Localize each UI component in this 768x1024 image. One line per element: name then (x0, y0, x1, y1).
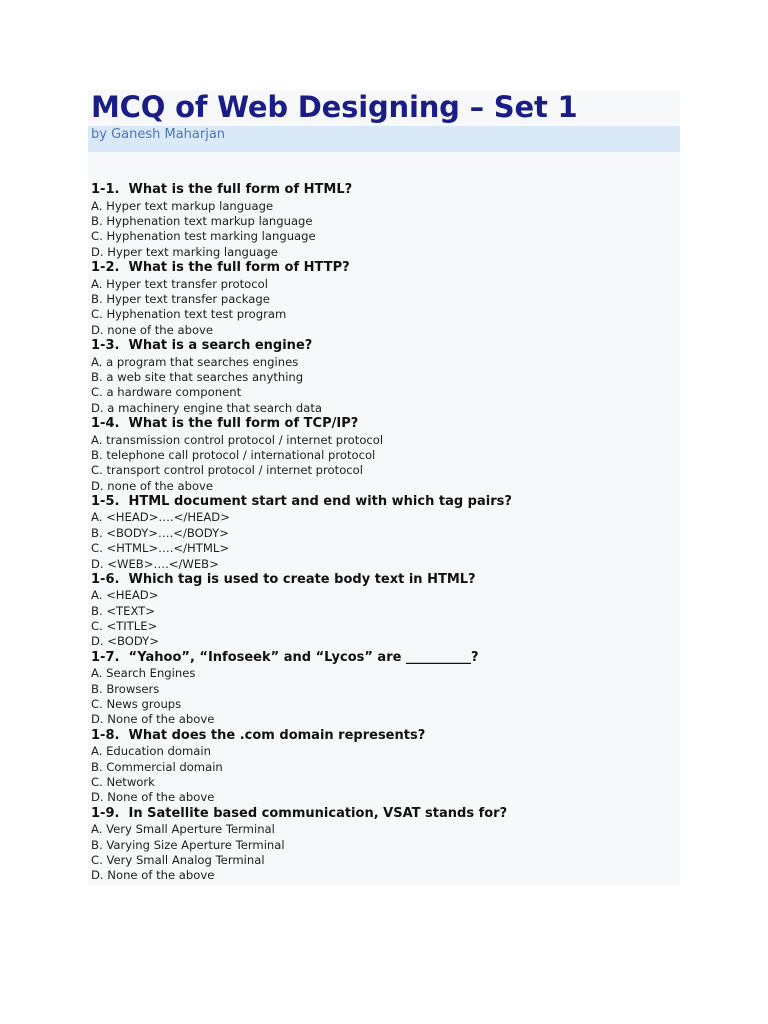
option-d: D. <BODY> (91, 634, 159, 649)
question-number: 1-2. (91, 259, 120, 275)
question-text: What is the full form of HTTP? (128, 259, 350, 275)
option-c: C. Very Small Analog Terminal (91, 853, 265, 868)
question-heading (91, 416, 676, 433)
option-a: A. Hyper text markup language (91, 198, 274, 213)
question-list (91, 182, 676, 884)
question-4 (91, 416, 676, 494)
question-heading (91, 572, 676, 589)
question-1 (91, 182, 676, 260)
question-5 (91, 494, 676, 572)
question-text: What is a search engine? (128, 337, 313, 353)
option-b: B. Hyphenation text markup language (91, 213, 313, 228)
question-number: 1-1. (91, 182, 120, 197)
question-number: 1-8. (91, 727, 120, 743)
option-c: C. <HTML>….</HTML> (91, 541, 230, 556)
option-a: A. <HEAD>….</HEAD> (91, 510, 230, 525)
option-c: C. transport control protocol / internet protocol (91, 463, 363, 478)
question-8 (91, 728, 676, 806)
option-b: B. <TEXT> (91, 603, 155, 618)
question-7 (91, 650, 676, 728)
option-b: B. Varying Size Aperture Terminal (91, 837, 285, 852)
page-title: MCQ of Web Designing – Set 1 (91, 90, 578, 124)
question-number: 1-7. (91, 649, 120, 665)
option-d: D. none of the above (91, 322, 214, 337)
question-number: 1-3. (91, 337, 120, 353)
question-text: In Satellite based communication, VSAT stands for? (128, 805, 508, 821)
question-text: What is the full form of TCP/IP? (128, 415, 359, 431)
question-text: “Yahoo”, “Infoseek” and “Lycos” are __________? (128, 649, 479, 665)
option-a: A. Search Engines (91, 666, 196, 681)
option-a: A. Education domain (91, 744, 211, 759)
question-heading (91, 338, 676, 355)
question-heading (91, 728, 676, 745)
option-b: B. a web site that searches anything (91, 369, 304, 384)
option-b: B. telephone call protocol / international protocol (91, 447, 376, 462)
question-heading (91, 650, 676, 667)
question-text: What is the full form of HTML? (128, 182, 353, 197)
question-text: What does the .com domain represents? (128, 727, 426, 743)
option-b: B. Browsers (91, 681, 160, 696)
option-b: B. Hyper text transfer package (91, 291, 270, 306)
question-text: Which tag is used to create body text in HTML? (128, 571, 476, 587)
option-d: D. None of the above (91, 790, 215, 805)
question-number: 1-4. (91, 415, 120, 431)
option-d: D. None of the above (91, 712, 215, 727)
question-6 (91, 572, 676, 650)
question-2 (91, 260, 676, 338)
option-c: C. Hyphenation test marking language (91, 229, 316, 244)
author-byline: by Ganesh Maharjan (91, 127, 226, 142)
author-bar (88, 126, 680, 152)
option-d: D. None of the above (91, 868, 215, 883)
option-b: B. Commercial domain (91, 759, 223, 774)
option-a: A. Hyper text transfer protocol (91, 276, 268, 291)
option-b: B. <BODY>….</BODY> (91, 525, 229, 540)
question-heading (91, 494, 676, 511)
option-c: C. News groups (91, 697, 182, 712)
option-d: D. none of the above (91, 478, 214, 493)
question-number: 1-9. (91, 805, 120, 821)
question-3 (91, 338, 676, 416)
option-c: C. Hyphenation text test program (91, 307, 287, 322)
option-d: D. <WEB>….</WEB> (91, 556, 219, 571)
option-d: D. Hyper text marking language (91, 244, 278, 259)
option-a: A. <HEAD> (91, 588, 159, 603)
question-heading (91, 182, 676, 199)
option-d: D. a machinery engine that search data (91, 400, 322, 415)
option-c: C. Network (91, 775, 155, 790)
option-c: C. a hardware component (91, 385, 242, 400)
question-heading (91, 806, 676, 823)
question-text: HTML document start and end with which tag pairs? (128, 493, 512, 509)
option-a: A. a program that searches engines (91, 354, 299, 369)
option-a: A. transmission control protocol / internet protocol (91, 432, 384, 447)
question-number: 1-5. (91, 493, 120, 509)
option-a: A. Very Small Aperture Terminal (91, 822, 275, 837)
question-heading (91, 260, 676, 277)
question-number: 1-6. (91, 571, 120, 587)
question-9 (91, 806, 676, 884)
option-c: C. <TITLE> (91, 619, 158, 634)
